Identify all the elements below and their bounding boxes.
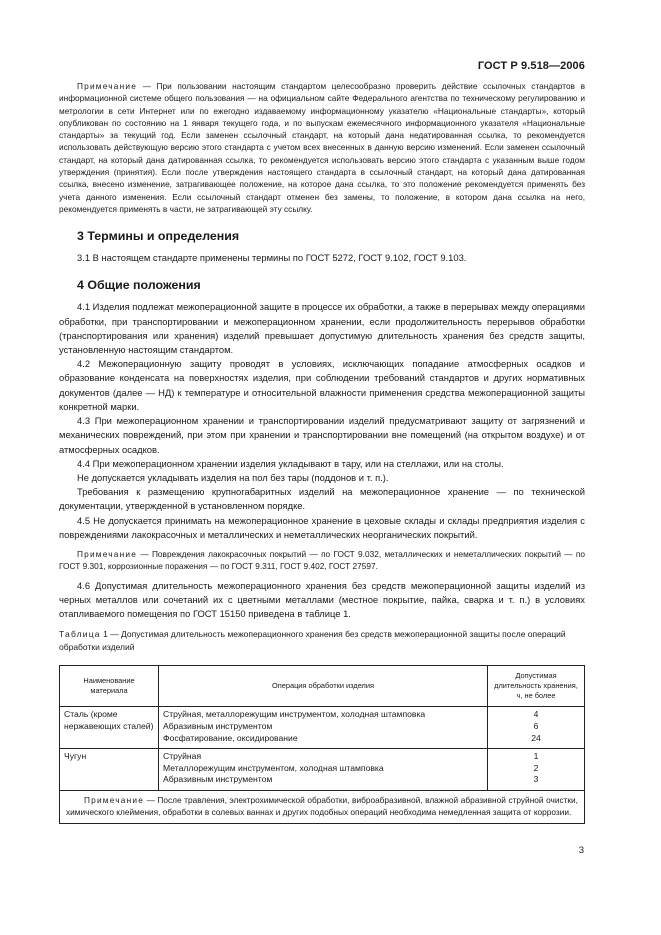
damage-note: [59, 548, 585, 573]
material-cell: Сталь (кроме нержавеющих сталей): [60, 707, 159, 749]
section-4-heading: 4 Общие положения: [77, 278, 201, 293]
table-1: [59, 665, 585, 824]
note-text: — Повреждения лакокрасочных покрытий — по ГОСТ 9.032, металлических и неметаллических покрытий — по ГОСТ 9.301, коррозионные поражения — по ГОСТ 9.311, ГОСТ 9.402, ГОСТ 27597.: [59, 548, 585, 572]
paragraph-4-3: 4.3 При межоперационном хранении и транспортировании изделий предусматривают защиту от загрязнений и механических повреждений, при этом при хранении и транспортировании вне помещений (на открытом воздухе) и от атмосферных осадков.: [59, 415, 585, 455]
section-3-heading: 3 Термины и определения: [77, 229, 240, 244]
note-text: — После травления, электрохимической обработки, виброабразивной, влажной абразивной струйной очистки, химического клеймения, обработки в солевых ваннах и других подобных операций необходима немедленная защита от коррозии.: [66, 794, 578, 818]
header-material: Наименование материала: [60, 666, 159, 707]
operation-cell: [159, 749, 488, 791]
document-code: ГОСТ Р 9.518—2006: [477, 60, 585, 72]
operation-line: Абразивным инструментом: [163, 774, 273, 785]
header-duration: Допустимая длительность хранения, ч, не более: [488, 666, 585, 707]
page-content: [59, 80, 585, 824]
paragraph-3-1: 3.1 В настоящем стандарте применены термины по ГОСТ 5272, ГОСТ 9.102, ГОСТ 9.103.: [77, 252, 467, 264]
hours-value: 1: [533, 751, 539, 762]
header-operation: Операция обработки изделия: [159, 666, 488, 707]
operation-line: Фосфатирование, оксидирование: [163, 732, 298, 743]
operation-line: Абразивным инструментом: [163, 720, 273, 731]
material-cell: Чугун: [60, 749, 159, 791]
note-label: Примечание: [77, 81, 138, 91]
paragraph-4-6: 4.6 Допустимая длительность межоперационного хранения без средств межоперационной защиты изделий из черных металлов или сочетаний их с цветными металлами (местное покрытие, пайка, сварка и т. п.) в условиях отапливаемого помещения по ГОСТ 15150 приведена в таблице 1.: [59, 579, 585, 619]
hours-value: 2: [533, 762, 539, 773]
note-text: — При пользовании настоящим стандартом целесообразно проверить действие ссылочных стандартов в информационной системе общего пользования — на официальном сайте Федерального агентства по техническому регулированию и метрологии в сети Интернет или по ежегодно издаваемому информационному указателю «Национальные стандарты», который опубликован по состоянию на 1 января текущего года, и по выпускам ежемесячного информационного указателя «Национальные стандарты» за текущий год. Если заменен ссылочный стандарт, на который дана недатированная ссылка, то рекомендуется использовать действующую версию этого стандарта с учетом всех внесенных в данную версию изменений. Если заменен ссылочный стандарт, на который дана датированная ссылка, то рекомендуется использовать версию этого стандарта с указанным выше годом утверждения (принятия). Если после утверждения настоящего стандарта в ссылочный стандарт, на который дана датированная ссылка, внесено изменение, затрагивающее положение, на которое дана ссылка, то это положение рекомендуется применять без учета данного изменения. Если ссылочный стандарт отменен без замены, то положение, в котором дана ссылка на него, рекомендуется применять в части, не затрагивающей эту ссылку.: [59, 81, 585, 214]
paragraph-4-1: 4.1 Изделия подлежат межоперационной защите в процессе их обработки, а также в перерывах между операциями обработки, при транспортировании и межоперационном хранении, если продолжительность перерывов обработки (транспортирования или хранения) изделий превышает допустимую длительность хранения без средств защиты, установленную настоящим стандартом.: [59, 301, 585, 356]
table-header-row: [60, 666, 585, 707]
note-label: Примечание: [84, 794, 145, 805]
hours-cell: [488, 749, 585, 791]
table-row-cast-iron: [60, 749, 585, 791]
page-number: 3: [578, 845, 584, 856]
note-label: Примечание: [77, 548, 138, 559]
table-1-caption: [59, 628, 585, 653]
hours-value: 24: [531, 732, 541, 743]
references-note: [59, 80, 585, 215]
paragraph-4-5: 4.5 Не допускается принимать на межоперационное хранение в цеховые склады и склады предприятия изделия с повреждениями лакокрасочных и металлических и неметаллических неорганических покрытий.: [59, 514, 585, 540]
caption-label: Таблица: [59, 629, 101, 640]
table-row-steel: [60, 707, 585, 749]
caption-text: 1 — Допустимая длительность межоперационного хранения без средств межоперационной защиты после операций обработки изделий: [59, 629, 566, 652]
table-note-row: [60, 790, 585, 824]
paragraph-4-4b: Не допускается укладывать изделия на пол без тары (поддонов и т. п.).: [77, 471, 389, 483]
operation-cell: [159, 707, 488, 749]
paragraph-4-2: 4.2 Межоперационную защиту проводят в условиях, исключающих попадание атмосферных осадков и образование конденсата на поверхностях изделия, при соблюдении требований стандартов и других нормативных документов (далее — НД) к температуре и относительной влажности применения средства межоперационной защиты конкретной марки.: [59, 358, 585, 412]
operation-line: Струйная, металлорежущим инструментом, холодная штамповка: [163, 709, 426, 720]
table-note: [60, 790, 585, 824]
operation-line: Струйная: [163, 751, 202, 762]
hours-value: 6: [533, 720, 539, 731]
hours-value: 3: [533, 774, 539, 785]
operation-line: Металлорежущим инструментом, холодная штамповка: [163, 762, 384, 773]
paragraph-4-4a: 4.4 При межоперационном хранении изделия укладывают в тару, или на стеллажи, или на столы.: [77, 457, 504, 469]
hours-value: 4: [533, 709, 539, 720]
paragraph-4-4c: Требования к размещению крупногабаритных изделий на межоперационное хранение — по технической документации, утвержденной в установленном порядке.: [59, 486, 585, 512]
hours-cell: [488, 707, 585, 749]
